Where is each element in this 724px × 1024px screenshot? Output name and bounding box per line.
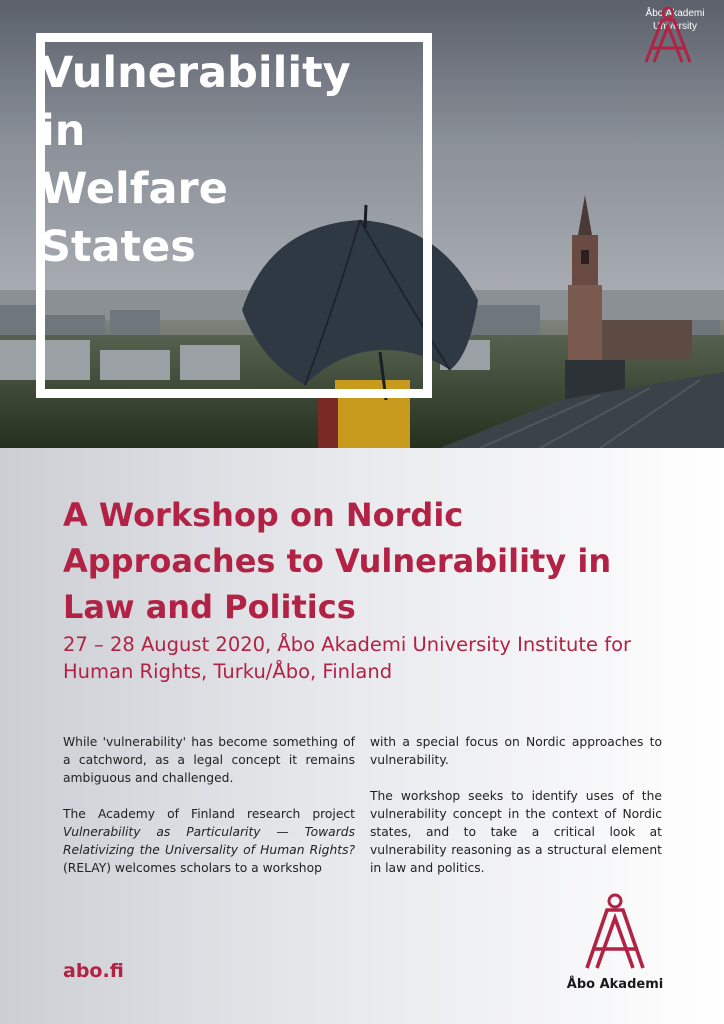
paragraph-text: The Academy of Finland research project xyxy=(63,807,355,821)
headline-line: A Workshop on Nordic xyxy=(63,496,464,534)
website-link[interactable]: abo.fi xyxy=(63,960,124,982)
logo-caption-line1: Åbo Akademi xyxy=(645,8,705,19)
body-paragraph: The workshop seeks to identify uses of the vulnerability concept in the context of Nordic states, and to take a critical look at vulnerability reasoning as a structural element in law and politics. xyxy=(370,789,662,875)
abo-akademi-logo-top[interactable] xyxy=(640,6,710,32)
body-paragraph: with a special focus on Nordic approaches to vulnerability. xyxy=(370,735,662,767)
title-line: Vulnerability xyxy=(40,48,351,98)
date-venue: 27 – 28 August 2020, Åbo Akademi University Institute for Human Rights, Turku/Åbo, Finland xyxy=(63,633,632,683)
poster-title xyxy=(40,44,351,276)
logo-caption: Åbo Akademi xyxy=(566,977,664,992)
abo-akademi-logo-icon xyxy=(640,6,696,64)
project-title: Vulnerability as Particularity — Towards Relativizing the Universality of Human Rights? xyxy=(63,825,355,857)
headline-line: Approaches to Vulnerability in xyxy=(63,542,612,580)
hero-photo xyxy=(0,0,724,448)
body-paragraph xyxy=(63,805,355,877)
abo-akademi-logo-bottom[interactable] xyxy=(560,892,670,992)
body-column-left xyxy=(63,733,355,895)
logo-caption-line2: University xyxy=(653,21,697,32)
title-line: in xyxy=(40,106,86,156)
workshop-headline xyxy=(63,492,683,630)
body-column-right xyxy=(370,733,662,895)
paragraph-text: (RELAY) welcomes scholars to a workshop xyxy=(63,861,322,875)
headline-line: Law and Politics xyxy=(63,588,356,626)
abo-akademi-logo-icon xyxy=(580,892,650,970)
title-line: States xyxy=(40,222,196,272)
body-paragraph: While 'vulnerability' has become something of a catchword, as a legal concept it remains ambiguous and challenged. xyxy=(63,735,355,785)
title-line: Welfare xyxy=(40,164,228,214)
